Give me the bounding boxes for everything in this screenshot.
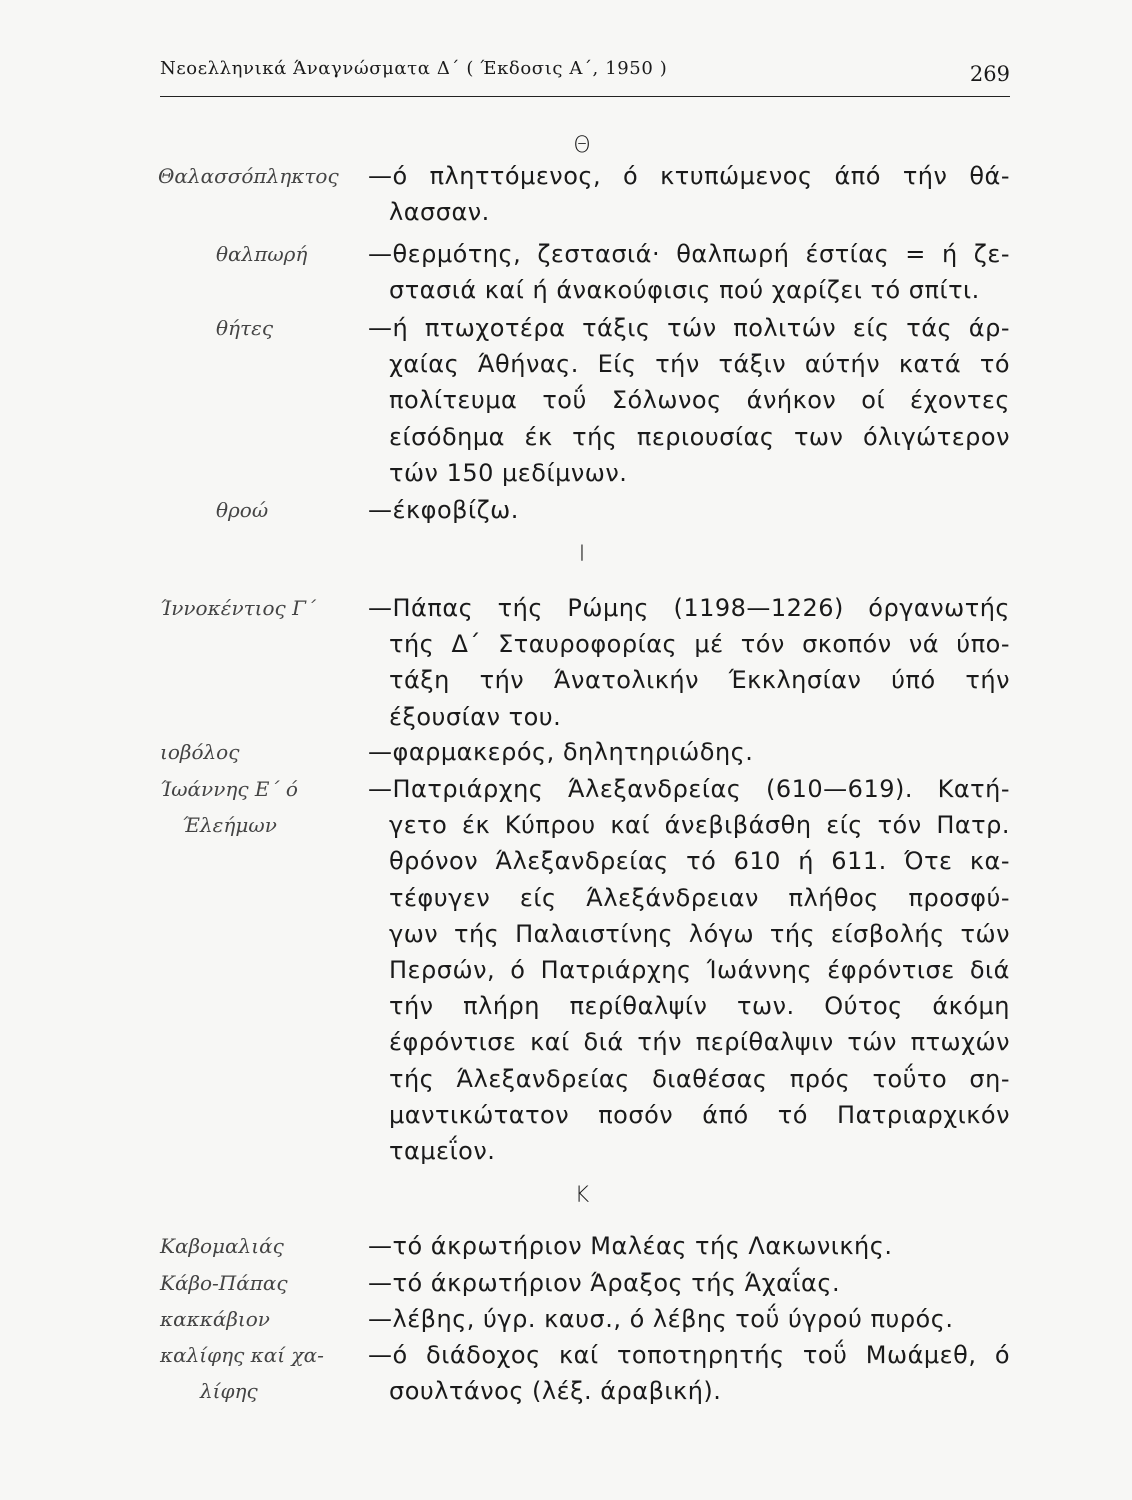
term-line: Ίωάννης Ε΄ ό <box>160 777 298 801</box>
definition-thalpori <box>368 236 1010 308</box>
definition-kavomalias <box>368 1228 1010 1264</box>
definition-line: —λέβης, ύγρ. καυσ., ό λέβης τοΰ ύγρού πυρός. <box>368 1305 954 1333</box>
definition-line: σουλτάνος (λέξ. άραβική). <box>389 1377 722 1406</box>
section-letter-kappa: Κ <box>574 1183 590 1208</box>
definition-line: χαίας Άθήνας. Είς τήν τάξιν αύτήν κατά τό <box>389 350 1010 379</box>
definition-line: ταμεΐον. <box>389 1136 496 1165</box>
term-line: Έλεήμων <box>182 813 277 837</box>
term-line: Ίννοκέντιος Γ΄ <box>160 596 316 620</box>
definition-line: τήν πλήρη περίθαλψίν των. Ούτος άκόμη <box>389 992 1010 1021</box>
definition-line: —τό άκρωτήριον Άραξος τής Άχαΐας. <box>368 1269 841 1297</box>
definition-iovolos <box>368 734 1010 770</box>
term-line: κακκάβιον <box>160 1307 270 1331</box>
term-line: θροώ <box>216 498 269 522</box>
definition-line: έφρόντισε καί διά τήν περίθαλψιν τών πτωχών <box>389 1028 1010 1057</box>
definition-line: μαντικώτατον ποσόν άπό τό Πατριαρχικόν <box>389 1100 1010 1129</box>
definition-line: στασιά καί ή άνακούφισις πού χαρίζει τό σπίτι. <box>389 276 980 305</box>
definition-innokentios <box>368 590 1010 735</box>
definition-line: γων τής Παλαιστίνης λόγω τής είσβολής τών <box>389 919 1010 948</box>
definition-line: Περσών, ό Πατριάρχης Ίωάννης έφρόντισε διά <box>389 955 1010 984</box>
definition-kakkavion <box>368 1301 1010 1337</box>
term-kavomalias <box>160 1228 370 1264</box>
term-thalassoplektos <box>158 158 368 194</box>
definition-line: είσόδημα έκ τής περιουσίας των όλιγώτερον <box>389 422 1010 451</box>
term-line: θήτες <box>216 316 274 340</box>
term-line: Καβομαλιάς <box>160 1234 284 1258</box>
definition-line: —τό άκρωτήριον Μαλέας τής Λακωνικής. <box>368 1232 893 1260</box>
definition-ioannis-eleimon <box>368 771 1010 1169</box>
definition-line: γετο έκ Κύπρου καί άνεβιβάσθη είς τόν Πατρ. <box>389 811 1010 840</box>
definition-kavo-papas <box>368 1265 1010 1301</box>
term-line: θαλπωρή <box>216 242 308 266</box>
page-header <box>160 50 1010 97</box>
definition-line: —ό πληττόμενος, ό κτυπώμενος άπό τήν θά- <box>368 162 1010 190</box>
definition-line: θρόνον Άλεξανδρείας τό 610 ή 611. Ότε κα- <box>389 847 1010 876</box>
definition-throo <box>368 492 1010 528</box>
definition-line: τάξη τήν Άνατολικήν Έκκλησίαν ύπό τήν <box>389 666 1010 695</box>
definition-line: —φαρμακερός, δηλητηριώδης. <box>368 738 754 766</box>
term-line: Θαλασσόπληκτος <box>158 164 339 188</box>
definition-thites <box>368 310 1010 491</box>
term-ioannis-eleimon <box>160 771 370 843</box>
definition-line: —Πάπας τής Ρώμης (1198—1226) όργανωτής <box>368 594 1010 622</box>
definition-line: τέφυγεν είς Άλεξάνδρειαν πλήθος προσφύ- <box>389 883 1010 912</box>
running-title: Νεοελληνικά Άναγνώσματα Δ΄ ( Έκδοσις Α΄, 1950 ) <box>160 58 668 79</box>
term-line: ιοβόλος <box>160 740 240 764</box>
definition-line: λασσαν. <box>389 198 490 227</box>
definition-thalassoplektos <box>368 158 1010 230</box>
term-kavo-papas <box>160 1265 370 1301</box>
term-line: καλίφης καί χα- <box>160 1343 324 1367</box>
term-iovolos <box>160 734 370 770</box>
term-line: Κάβο-Πάπας <box>160 1271 288 1295</box>
definition-line: —Πατριάρχης Άλεξανδρείας (610—619). Κατή- <box>368 775 1010 803</box>
term-kalifis <box>160 1337 370 1409</box>
term-line: λίφης <box>200 1379 258 1403</box>
definition-line: τών 150 μεδίμνων. <box>389 458 628 487</box>
definition-line: έξουσίαν του. <box>389 702 562 731</box>
term-kakkavion <box>160 1301 370 1337</box>
section-letter-theta: Θ <box>573 133 591 158</box>
section-letter-iota: Ι <box>578 542 586 567</box>
definition-kalifis <box>368 1337 1010 1409</box>
definition-line: —ό διάδοχος καί τοποτηρητής τοΰ Μωάμεθ, ό <box>368 1341 1010 1369</box>
definition-line: πολίτευμα τοΰ Σόλωνος άνήκον οί έχοντες <box>389 386 1010 415</box>
definition-line: τής Δ΄ Σταυροφορίας μέ τόν σκοπόν νά ύπο- <box>389 630 1010 659</box>
definition-line: τής Άλεξανδρείας διαθέσας πρός τοΰτο ση- <box>389 1064 1010 1093</box>
definition-line: —έκφοβίζω. <box>368 496 519 524</box>
definition-line: —θερμότης, ζεστασιά· θαλπωρή έστίας = ή ζε- <box>368 240 1010 268</box>
term-innokentios <box>160 590 370 626</box>
definition-line: —ή πτωχοτέρα τάξις τών πολιτών είς τάς άρ- <box>368 314 1010 342</box>
page-number: 269 <box>969 62 1010 86</box>
